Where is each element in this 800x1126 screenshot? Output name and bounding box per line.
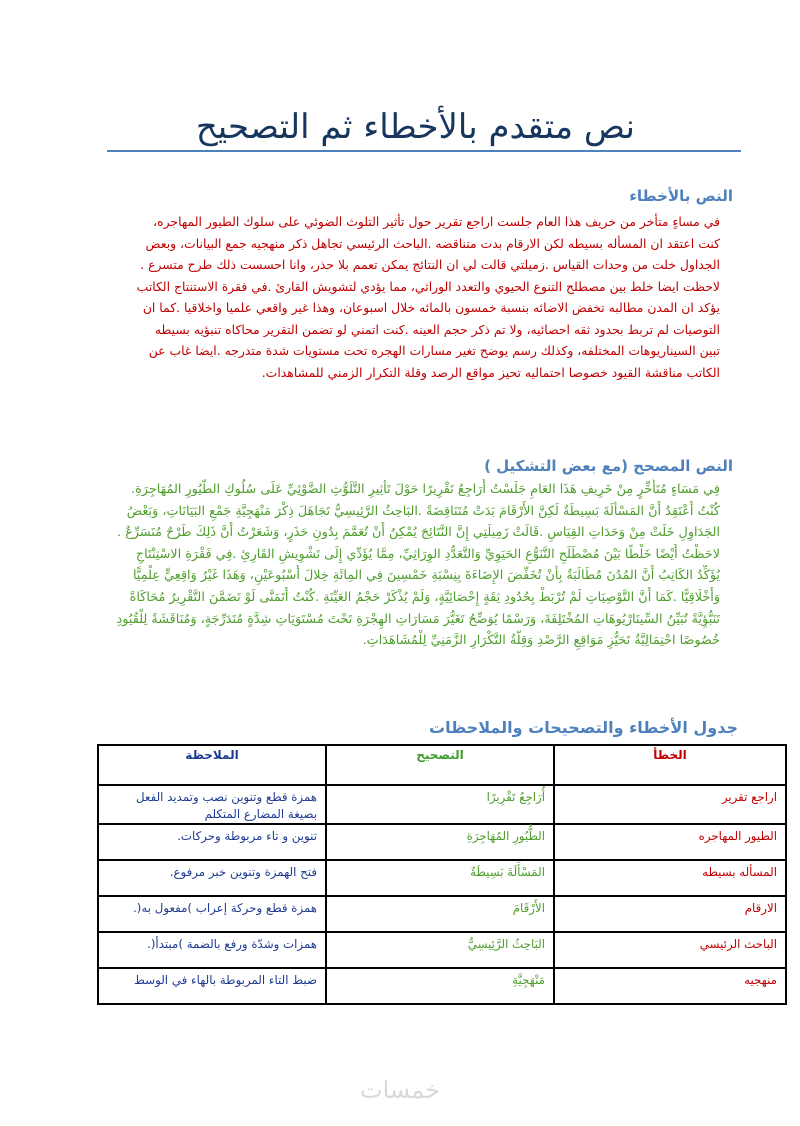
correction-cell: البَاحِثُ الرَّئِيسِيُّ xyxy=(326,932,554,968)
error-cell: اراجع تقرير xyxy=(554,785,786,824)
corrected-text-heading: النص المصحح (مع بعض التشكيل ) xyxy=(484,457,733,475)
corrected-text-line: فِي مَسَاءٍ مُتَأَخِّرٍ مِنْ خَرِيفِ هَذَا العَامِ جَلَسْتُ أُرَاجِعُ تَقْرِيرًا حَوْلَ تَأْثِيرِ التَّلَوُّثِ الضَّوْئِيِّ عَلَى سُلُوكِ الطُّيُورِ المُهَاجِرَةِ. xyxy=(131,482,720,497)
note-cell: فتح الهمزة وتنوين خبر مرفوع. xyxy=(98,860,326,896)
table-header-row xyxy=(98,745,786,785)
page-title: نص متقدم بالأخطاء ثم التصحيح xyxy=(195,107,635,147)
table-row xyxy=(98,785,786,824)
corrected-text-line: خُصُوصًا احْتِمَالِيَّةُ تَحَيُّزِ مَوَاقِعِ الرَّصْدِ وَقِلَّةُ التَّكْرَارِ الزَّمَنِيِّ لِلْمُشَاهَدَاتِ. xyxy=(362,633,720,649)
corrected-text-paragraph xyxy=(80,479,720,652)
correction-cell: أُرَاجِعُ تَقْرِيرًا xyxy=(326,785,554,824)
column-header-correction: التصحيح xyxy=(326,745,554,785)
note-cell: تنوين و تاء مربوطة وحركات. xyxy=(98,824,326,860)
corrected-text-line: يُؤَكِّدُ الكَاتِبُ أَنَّ المُدُنَ مُطَالَبَةٌ بِأَنْ تُخَفِّضَ الإِضَاءَةَ بِنِسْبَةِ خَمْسِينَ فِي المِائَةِ خِلالَ أُسْبُوعَيْنِ، وَهَذَا غَيْرُ وَاقِعِيٍّ عِلْمِيًّا xyxy=(133,568,720,584)
wrong-text-line: الجداول خلت من وحدات القياس .زميلتي قالت لي ان النتائج يمكن تعمم بلا حذر، وانا احسست ذلك طرح متسرع . xyxy=(140,257,720,272)
error-cell: الطيور المهاجره xyxy=(554,824,786,860)
table-heading: جدول الأخطاء والتصحيحات والملاحظات xyxy=(429,718,738,737)
correction-cell: المَسْأَلَةَ بَسِيطَةٌ xyxy=(326,860,554,896)
column-header-note: الملاحظة xyxy=(98,745,326,785)
wrong-text-heading: النص بالأخطاء xyxy=(629,187,733,205)
wrong-text-line: يؤكد ان المدن مطالبه تخفض الاضائه بنسبة خمسون بالمائه خلال اسبوعان، وهذا غير واقعي علميا واخلاقيا .كما ان xyxy=(142,300,720,315)
wrong-text-paragraph xyxy=(80,211,720,383)
table-row xyxy=(98,968,786,1004)
note-cell: همزة قطع وحركة إعراب )مفعول به(. xyxy=(98,896,326,932)
correction-cell: مَنْهَجِيَّةِ xyxy=(326,968,554,1004)
correction-cell: الأَرْقَامَ xyxy=(326,896,554,932)
title-underline xyxy=(107,150,741,152)
note-cell: همزة قطع وتنوين نصب وتمديد الفعل بصيغة المضارع المتكلم xyxy=(98,785,326,824)
corrected-text-line: تَنَبُّؤِيَّةً تُبَيِّنُ السِّينَارْيُوهَاتِ المُخْتَلِفَةَ، وَرَسْمًا يُوَضِّحُ تَغَيُّرَ مَسَارَاتِ الهِجْرَةِ تَحْتَ مُسْتَوَيَاتِ شِدَّةٍ مُتَدَرِّجَةٍ، وَمُنَاقَشَةً لِلْقُيُودِ xyxy=(116,611,720,627)
wrong-text-line: في مساءٍ متأخر من خريف هذا العام جلست اراجع تقرير حول تأثير التلوث الضوئي على سلوك الطيور المهاجره، xyxy=(153,214,720,229)
error-cell: الارقام xyxy=(554,896,786,932)
corrections-table xyxy=(97,744,787,1005)
table-row xyxy=(98,860,786,896)
column-header-error: الخطأ xyxy=(554,745,786,785)
note-cell: ضبط التاء المربوطة بالهاء في الوسط xyxy=(98,968,326,1004)
table-row xyxy=(98,824,786,860)
correction-cell: الطُّيُورِ المُهَاجِرَةِ xyxy=(326,824,554,860)
wrong-text-line: كنت اعتقد ان المسأله بسيطه لكن الارقام بدت متناقضه .الباحث الرئيسي تجاهل ذكر منهجيه جمع البيانات، وبعض xyxy=(145,235,720,251)
wrong-text-line: تبين السيناريوهات المختلفه، وكذلك رسم يوضح تغير مسارات الهجره تحت مستويات شدة متدرجه .ايضا غاب عن xyxy=(148,343,720,358)
wrong-text-line: التوصيات لم تربط بحدود ثقه احصائيه، ولا تم ذكر حجم العينه .كنت اتمني لو تضمن التقرير محاكاه تنبؤيه بسيطه xyxy=(154,321,720,337)
wrong-text-line: لاحظت ايضا خلط بين مصطلح التنوع الحيوي والتعدد الوراثي، مما يؤدي لتشويش القارئ .في فقرة الاستنتاج الكاتب xyxy=(136,278,720,294)
watermark-logo: خمسات xyxy=(359,1076,441,1104)
corrected-text-line: وَأَخْلَاقِيًّا .كَمَا أَنَّ التَّوْصِيَاتِ لَمْ تُرْبَطْ بِحُدُودِ ثِقَةٍ إِحْصَائِيَّةٍ، وَلَمْ يُذْكَرْ حَجْمُ العَيِّنَةِ .كُنْتُ أَتَمَنَّى لَوْ تَضَمَّنَ التَّقْرِيرُ مُحَاكَاةً xyxy=(129,589,720,605)
wrong-text-line: الكاتب مناقشة القيود خصوصا احتماليه تحيز مواقع الرصد وقلة التكرار الزمني للمشاهدات. xyxy=(261,364,720,380)
error-cell: الباحث الرئيسي xyxy=(554,932,786,968)
table-row xyxy=(98,932,786,968)
corrected-text-line: كُنْتُ أَعْتَقِدُ أَنَّ المَسْأَلَةَ بَسِيطَةٌ لَكِنَّ الأَرْقَامَ بَدَتْ مُتَنَاقِضَةً .البَاحِثُ الرَّئِيسِيُّ تَجَاهَلَ ذِكْرَ مَنْهَجِيَّةِ جَمْعِ البَيَانَاتِ، وَبَعْضُ xyxy=(126,503,720,519)
table-row xyxy=(98,896,786,932)
note-cell: همزات وشدّة ورفع بالضمة )مبتدأ(. xyxy=(98,932,326,968)
corrected-text-line: لاحَظْتُ أَيْضًا خَلْطًا بَيْنَ مُصْطَلَحِ التَّنَوُّعِ الحَيَوِيِّ وَالتَّعَدُّدِ الوِرَاثِيِّ، مِمَّا يُؤَدِّي إِلَى تَشْوِيشِ القَارِئِ .فِي فَقْرَةِ الاسْتِنْتَاجِ xyxy=(135,546,720,562)
corrected-text-line: الجَدَاوِلِ خَلَتْ مِنْ وَحَدَاتِ القِيَاسِ .قَالَتْ زَمِيلَتِي إِنَّ النَّتَائِجَ يُمْكِنُ أَنْ تُعَمَّمَ بِدُونِ حَذَرٍ، وَشَعَرْتُ أَنَّ ذَلِكَ طَرْحٌ مُتَسَرِّعٌ . xyxy=(117,525,720,541)
error-cell: منهجيه xyxy=(554,968,786,1004)
error-cell: المسأله بسيطه xyxy=(554,860,786,896)
